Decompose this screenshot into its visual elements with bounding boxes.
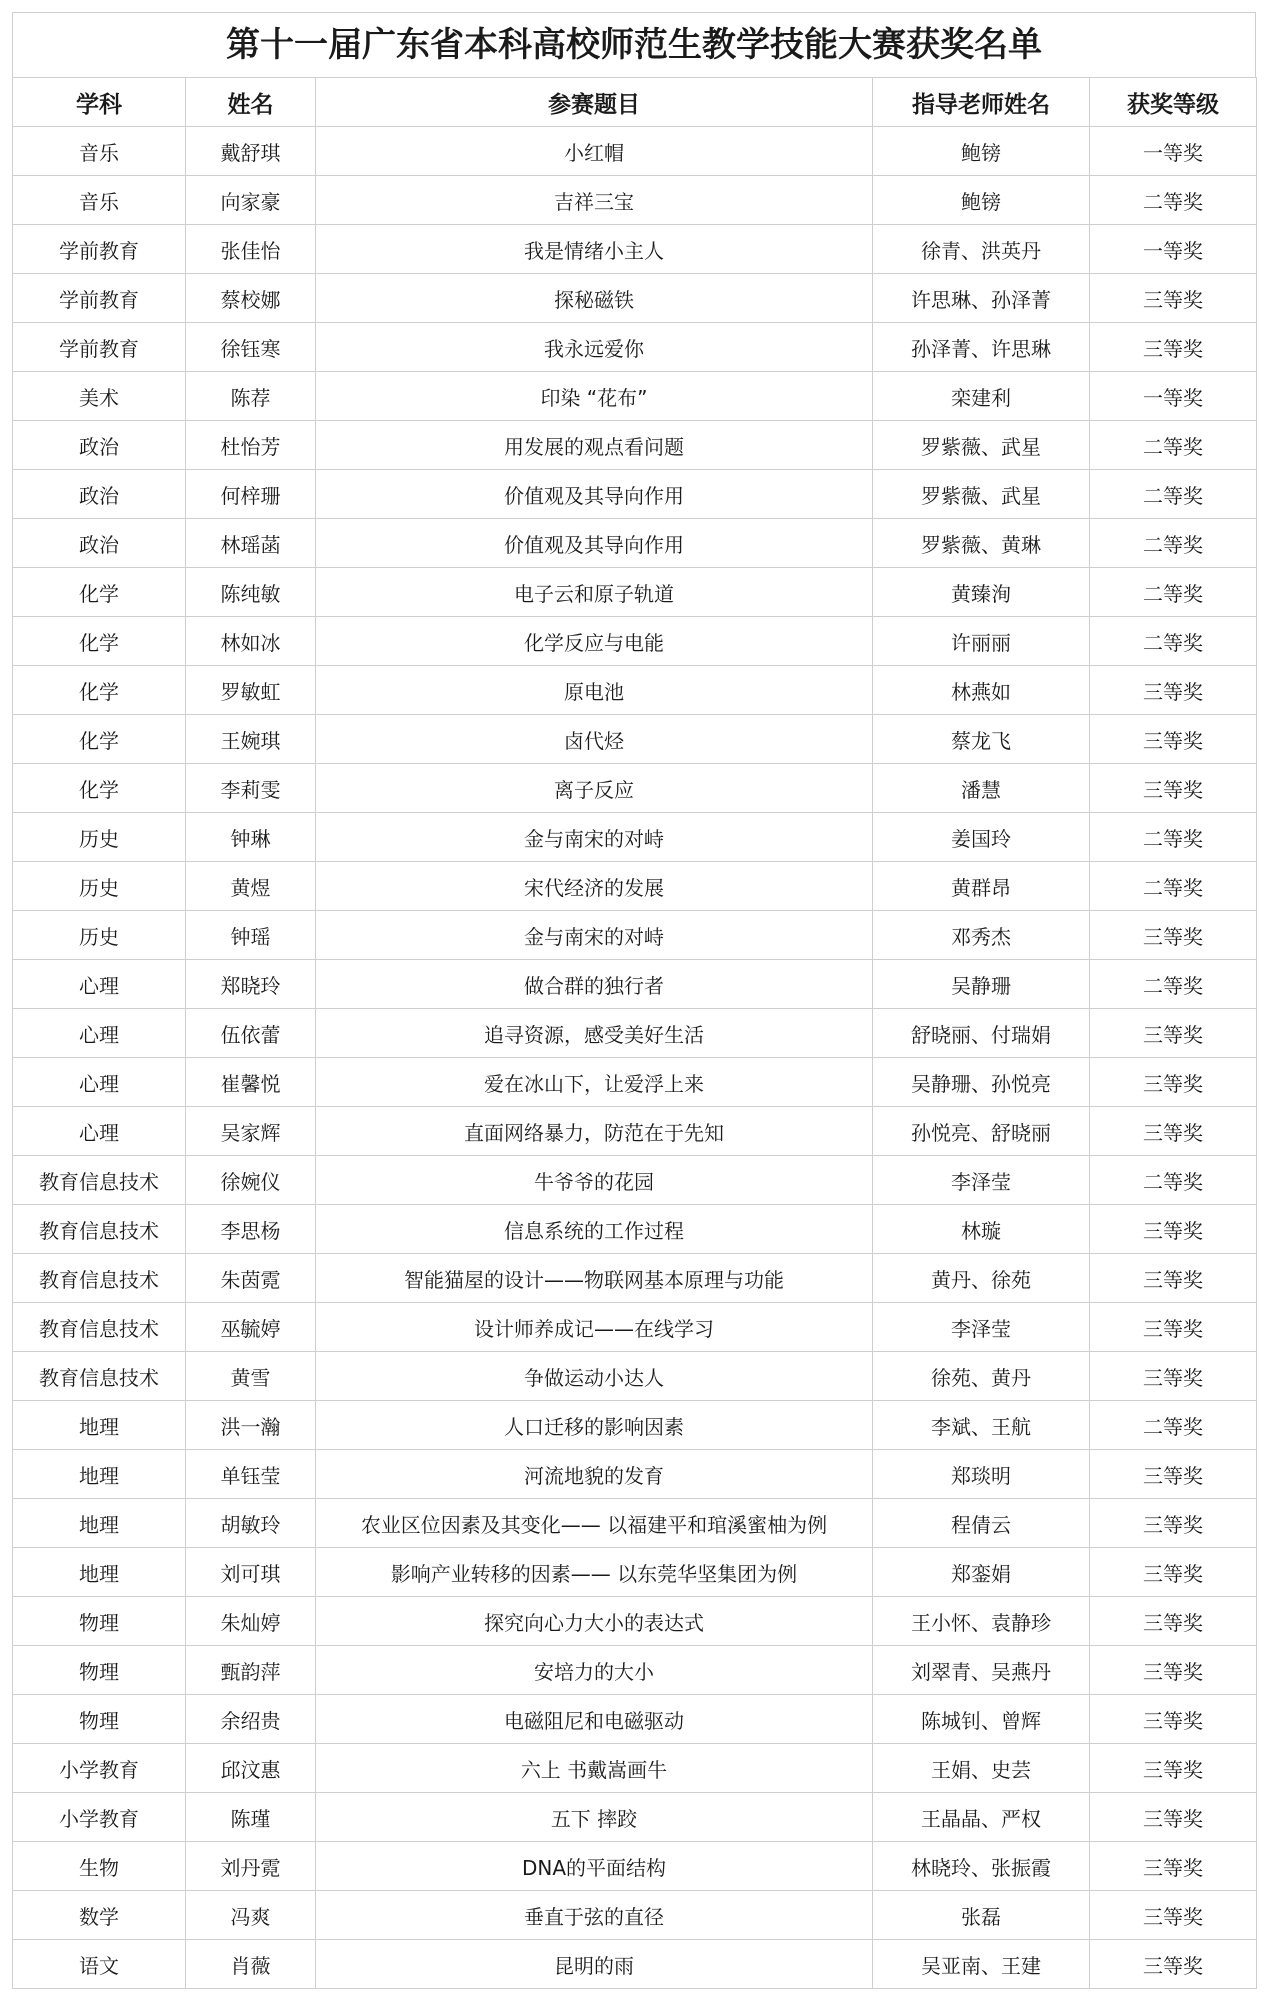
cell-name: 余绍贵 bbox=[186, 1695, 316, 1744]
cell-topic: 五下 摔跤 bbox=[316, 1793, 873, 1842]
cell-award: 三等奖 bbox=[1090, 1009, 1257, 1058]
cell-subject: 政治 bbox=[13, 421, 186, 470]
cell-topic: 原电池 bbox=[316, 666, 873, 715]
cell-award: 二等奖 bbox=[1090, 862, 1257, 911]
award-list-sheet bbox=[12, 12, 1256, 1989]
table-row bbox=[13, 813, 1257, 862]
cell-topic: 设计师养成记——在线学习 bbox=[316, 1303, 873, 1352]
cell-subject: 音乐 bbox=[13, 176, 186, 225]
table-row bbox=[13, 274, 1257, 323]
cell-topic: 追寻资源，感受美好生活 bbox=[316, 1009, 873, 1058]
cell-topic: 用发展的观点看问题 bbox=[316, 421, 873, 470]
cell-topic: 影响产业转移的因素—— 以东莞华坚集团为例 bbox=[316, 1548, 873, 1597]
cell-subject: 化学 bbox=[13, 568, 186, 617]
cell-award: 二等奖 bbox=[1090, 960, 1257, 1009]
cell-topic: 宋代经济的发展 bbox=[316, 862, 873, 911]
table-row bbox=[13, 1401, 1257, 1450]
table-row bbox=[13, 666, 1257, 715]
cell-advisor: 罗紫薇、武星 bbox=[873, 470, 1090, 519]
cell-advisor: 邓秀杰 bbox=[873, 911, 1090, 960]
cell-topic: 离子反应 bbox=[316, 764, 873, 813]
cell-topic: 电子云和原子轨道 bbox=[316, 568, 873, 617]
table-row bbox=[13, 715, 1257, 764]
cell-advisor: 吴静珊、孙悦亮 bbox=[873, 1058, 1090, 1107]
cell-subject: 化学 bbox=[13, 764, 186, 813]
cell-name: 徐婉仪 bbox=[186, 1156, 316, 1205]
table-row bbox=[13, 1891, 1257, 1940]
cell-subject: 政治 bbox=[13, 519, 186, 568]
cell-subject: 心理 bbox=[13, 960, 186, 1009]
table-row bbox=[13, 1793, 1257, 1842]
cell-topic: 直面网络暴力，防范在于先知 bbox=[316, 1107, 873, 1156]
cell-award: 三等奖 bbox=[1090, 715, 1257, 764]
table-row bbox=[13, 176, 1257, 225]
cell-name: 李思杨 bbox=[186, 1205, 316, 1254]
cell-name: 胡敏玲 bbox=[186, 1499, 316, 1548]
cell-award: 二等奖 bbox=[1090, 568, 1257, 617]
cell-subject: 心理 bbox=[13, 1107, 186, 1156]
cell-name: 洪一瀚 bbox=[186, 1401, 316, 1450]
cell-name: 何梓珊 bbox=[186, 470, 316, 519]
award-table bbox=[12, 77, 1257, 1989]
cell-name: 吴家辉 bbox=[186, 1107, 316, 1156]
header-topic: 参赛题目 bbox=[316, 78, 873, 127]
cell-subject: 学前教育 bbox=[13, 323, 186, 372]
cell-name: 黄煜 bbox=[186, 862, 316, 911]
cell-name: 冯爽 bbox=[186, 1891, 316, 1940]
cell-subject: 地理 bbox=[13, 1499, 186, 1548]
cell-advisor: 黄臻洵 bbox=[873, 568, 1090, 617]
table-row bbox=[13, 519, 1257, 568]
cell-award: 三等奖 bbox=[1090, 274, 1257, 323]
cell-advisor: 鲍镑 bbox=[873, 127, 1090, 176]
cell-subject: 历史 bbox=[13, 813, 186, 862]
cell-award: 三等奖 bbox=[1090, 1842, 1257, 1891]
cell-topic: 印染 “花布” bbox=[316, 372, 873, 421]
cell-advisor: 罗紫薇、武星 bbox=[873, 421, 1090, 470]
table-row bbox=[13, 1352, 1257, 1401]
cell-subject: 物理 bbox=[13, 1597, 186, 1646]
table-row bbox=[13, 1107, 1257, 1156]
table-row bbox=[13, 225, 1257, 274]
cell-advisor: 李斌、王航 bbox=[873, 1401, 1090, 1450]
cell-topic: 探秘磁铁 bbox=[316, 274, 873, 323]
table-row bbox=[13, 1744, 1257, 1793]
cell-advisor: 舒晓丽、付瑞娟 bbox=[873, 1009, 1090, 1058]
cell-topic: 金与南宋的对峙 bbox=[316, 813, 873, 862]
cell-subject: 化学 bbox=[13, 666, 186, 715]
table-row bbox=[13, 617, 1257, 666]
cell-advisor: 王晶晶、严权 bbox=[873, 1793, 1090, 1842]
cell-subject: 小学教育 bbox=[13, 1744, 186, 1793]
cell-name: 甄韵萍 bbox=[186, 1646, 316, 1695]
table-row bbox=[13, 1940, 1257, 1989]
cell-topic: 我是情绪小主人 bbox=[316, 225, 873, 274]
cell-advisor: 王娟、史芸 bbox=[873, 1744, 1090, 1793]
cell-award: 三等奖 bbox=[1090, 764, 1257, 813]
cell-name: 朱茵霓 bbox=[186, 1254, 316, 1303]
table-row bbox=[13, 911, 1257, 960]
cell-subject: 语文 bbox=[13, 1940, 186, 1989]
cell-advisor: 孙泽菁、许思琳 bbox=[873, 323, 1090, 372]
cell-topic: 价值观及其导向作用 bbox=[316, 470, 873, 519]
cell-award: 三等奖 bbox=[1090, 1450, 1257, 1499]
cell-subject: 生物 bbox=[13, 1842, 186, 1891]
cell-subject: 物理 bbox=[13, 1646, 186, 1695]
cell-advisor: 林晓玲、张振霞 bbox=[873, 1842, 1090, 1891]
cell-advisor: 张磊 bbox=[873, 1891, 1090, 1940]
cell-subject: 化学 bbox=[13, 617, 186, 666]
cell-award: 三等奖 bbox=[1090, 1352, 1257, 1401]
cell-advisor: 罗紫薇、黄琳 bbox=[873, 519, 1090, 568]
cell-advisor: 许思琳、孙泽菁 bbox=[873, 274, 1090, 323]
cell-topic: 争做运动小达人 bbox=[316, 1352, 873, 1401]
cell-subject: 学前教育 bbox=[13, 225, 186, 274]
cell-subject: 学前教育 bbox=[13, 274, 186, 323]
cell-subject: 历史 bbox=[13, 862, 186, 911]
cell-name: 戴舒琪 bbox=[186, 127, 316, 176]
table-row bbox=[13, 1009, 1257, 1058]
cell-award: 三等奖 bbox=[1090, 1254, 1257, 1303]
cell-subject: 教育信息技术 bbox=[13, 1352, 186, 1401]
cell-name: 黄雪 bbox=[186, 1352, 316, 1401]
cell-advisor: 郑銮娟 bbox=[873, 1548, 1090, 1597]
cell-topic: 爱在冰山下，让爱浮上来 bbox=[316, 1058, 873, 1107]
header-advisor: 指导老师姓名 bbox=[873, 78, 1090, 127]
cell-award: 三等奖 bbox=[1090, 1499, 1257, 1548]
cell-subject: 数学 bbox=[13, 1891, 186, 1940]
cell-award: 二等奖 bbox=[1090, 1401, 1257, 1450]
cell-topic: DNA的平面结构 bbox=[316, 1842, 873, 1891]
cell-award: 三等奖 bbox=[1090, 323, 1257, 372]
cell-topic: 金与南宋的对峙 bbox=[316, 911, 873, 960]
cell-name: 崔馨悦 bbox=[186, 1058, 316, 1107]
cell-award: 三等奖 bbox=[1090, 911, 1257, 960]
table-row bbox=[13, 1205, 1257, 1254]
cell-subject: 音乐 bbox=[13, 127, 186, 176]
cell-name: 张佳怡 bbox=[186, 225, 316, 274]
cell-award: 一等奖 bbox=[1090, 225, 1257, 274]
cell-name: 王婉琪 bbox=[186, 715, 316, 764]
cell-award: 三等奖 bbox=[1090, 1646, 1257, 1695]
header-subject: 学科 bbox=[13, 78, 186, 127]
table-row bbox=[13, 1303, 1257, 1352]
cell-topic: 昆明的雨 bbox=[316, 1940, 873, 1989]
cell-topic: 化学反应与电能 bbox=[316, 617, 873, 666]
cell-name: 巫毓婷 bbox=[186, 1303, 316, 1352]
cell-subject: 教育信息技术 bbox=[13, 1303, 186, 1352]
cell-subject: 美术 bbox=[13, 372, 186, 421]
table-row bbox=[13, 1156, 1257, 1205]
cell-advisor: 陈城钊、曾辉 bbox=[873, 1695, 1090, 1744]
cell-name: 蔡校娜 bbox=[186, 274, 316, 323]
table-row bbox=[13, 862, 1257, 911]
cell-name: 邱汶惠 bbox=[186, 1744, 316, 1793]
cell-advisor: 许丽丽 bbox=[873, 617, 1090, 666]
cell-topic: 做合群的独行者 bbox=[316, 960, 873, 1009]
cell-advisor: 孙悦亮、舒晓丽 bbox=[873, 1107, 1090, 1156]
cell-subject: 教育信息技术 bbox=[13, 1205, 186, 1254]
table-row bbox=[13, 1499, 1257, 1548]
cell-subject: 地理 bbox=[13, 1450, 186, 1499]
cell-topic: 电磁阻尼和电磁驱动 bbox=[316, 1695, 873, 1744]
table-row bbox=[13, 1254, 1257, 1303]
cell-award: 三等奖 bbox=[1090, 1548, 1257, 1597]
cell-name: 陈纯敏 bbox=[186, 568, 316, 617]
cell-advisor: 潘慧 bbox=[873, 764, 1090, 813]
cell-award: 三等奖 bbox=[1090, 1107, 1257, 1156]
table-row bbox=[13, 1058, 1257, 1107]
cell-advisor: 王小怀、袁静珍 bbox=[873, 1597, 1090, 1646]
cell-topic: 农业区位因素及其变化—— 以福建平和琯溪蜜柚为例 bbox=[316, 1499, 873, 1548]
table-row bbox=[13, 568, 1257, 617]
cell-advisor: 林璇 bbox=[873, 1205, 1090, 1254]
cell-topic: 河流地貌的发育 bbox=[316, 1450, 873, 1499]
cell-award: 二等奖 bbox=[1090, 519, 1257, 568]
cell-award: 三等奖 bbox=[1090, 1744, 1257, 1793]
cell-subject: 教育信息技术 bbox=[13, 1156, 186, 1205]
cell-subject: 历史 bbox=[13, 911, 186, 960]
cell-award: 一等奖 bbox=[1090, 127, 1257, 176]
cell-award: 一等奖 bbox=[1090, 372, 1257, 421]
table-row bbox=[13, 1597, 1257, 1646]
table-row bbox=[13, 372, 1257, 421]
cell-subject: 教育信息技术 bbox=[13, 1254, 186, 1303]
table-header-row bbox=[13, 78, 1257, 127]
cell-topic: 信息系统的工作过程 bbox=[316, 1205, 873, 1254]
table-row bbox=[13, 421, 1257, 470]
cell-award: 三等奖 bbox=[1090, 1205, 1257, 1254]
cell-award: 二等奖 bbox=[1090, 813, 1257, 862]
cell-subject: 小学教育 bbox=[13, 1793, 186, 1842]
cell-award: 三等奖 bbox=[1090, 1058, 1257, 1107]
cell-topic: 探究向心力大小的表达式 bbox=[316, 1597, 873, 1646]
cell-advisor: 黄群昂 bbox=[873, 862, 1090, 911]
cell-subject: 物理 bbox=[13, 1695, 186, 1744]
cell-topic: 牛爷爷的花园 bbox=[316, 1156, 873, 1205]
cell-name: 林瑶菡 bbox=[186, 519, 316, 568]
cell-name: 陈荐 bbox=[186, 372, 316, 421]
cell-award: 三等奖 bbox=[1090, 1940, 1257, 1989]
cell-award: 二等奖 bbox=[1090, 1156, 1257, 1205]
cell-advisor: 郑琰明 bbox=[873, 1450, 1090, 1499]
cell-name: 钟瑶 bbox=[186, 911, 316, 960]
cell-topic: 安培力的大小 bbox=[316, 1646, 873, 1695]
cell-name: 刘丹霓 bbox=[186, 1842, 316, 1891]
table-row bbox=[13, 1842, 1257, 1891]
cell-topic: 智能猫屋的设计——物联网基本原理与功能 bbox=[316, 1254, 873, 1303]
table-body bbox=[13, 127, 1257, 1989]
cell-topic: 小红帽 bbox=[316, 127, 873, 176]
cell-name: 罗敏虹 bbox=[186, 666, 316, 715]
cell-advisor: 刘翠青、吴燕丹 bbox=[873, 1646, 1090, 1695]
header-award: 获奖等级 bbox=[1090, 78, 1257, 127]
cell-subject: 心理 bbox=[13, 1009, 186, 1058]
cell-advisor: 徐苑、黄丹 bbox=[873, 1352, 1090, 1401]
cell-award: 二等奖 bbox=[1090, 470, 1257, 519]
cell-name: 郑晓玲 bbox=[186, 960, 316, 1009]
table-row bbox=[13, 127, 1257, 176]
table-row bbox=[13, 1450, 1257, 1499]
cell-award: 三等奖 bbox=[1090, 1597, 1257, 1646]
cell-award: 二等奖 bbox=[1090, 617, 1257, 666]
cell-award: 三等奖 bbox=[1090, 1891, 1257, 1940]
cell-advisor: 林燕如 bbox=[873, 666, 1090, 715]
cell-advisor: 姜国玲 bbox=[873, 813, 1090, 862]
cell-subject: 化学 bbox=[13, 715, 186, 764]
cell-advisor: 吴静珊 bbox=[873, 960, 1090, 1009]
cell-advisor: 徐青、洪英丹 bbox=[873, 225, 1090, 274]
table-row bbox=[13, 764, 1257, 813]
cell-name: 刘可琪 bbox=[186, 1548, 316, 1597]
cell-topic: 垂直于弦的直径 bbox=[316, 1891, 873, 1940]
cell-name: 伍依蕾 bbox=[186, 1009, 316, 1058]
cell-subject: 心理 bbox=[13, 1058, 186, 1107]
cell-name: 林如冰 bbox=[186, 617, 316, 666]
page-title: 第十一届广东省本科高校师范生教学技能大赛获奖名单 bbox=[12, 12, 1256, 77]
cell-name: 朱灿婷 bbox=[186, 1597, 316, 1646]
table-row bbox=[13, 1548, 1257, 1597]
cell-name: 徐钰寒 bbox=[186, 323, 316, 372]
cell-name: 肖薇 bbox=[186, 1940, 316, 1989]
cell-award: 三等奖 bbox=[1090, 666, 1257, 715]
header-name: 姓名 bbox=[186, 78, 316, 127]
cell-subject: 政治 bbox=[13, 470, 186, 519]
cell-topic: 我永远爱你 bbox=[316, 323, 873, 372]
cell-topic: 六上 书戴嵩画牛 bbox=[316, 1744, 873, 1793]
cell-award: 二等奖 bbox=[1090, 421, 1257, 470]
cell-advisor: 蔡龙飞 bbox=[873, 715, 1090, 764]
table-row bbox=[13, 323, 1257, 372]
cell-topic: 人口迁移的影响因素 bbox=[316, 1401, 873, 1450]
cell-topic: 卤代烃 bbox=[316, 715, 873, 764]
cell-name: 向家豪 bbox=[186, 176, 316, 225]
cell-subject: 地理 bbox=[13, 1401, 186, 1450]
cell-award: 三等奖 bbox=[1090, 1303, 1257, 1352]
cell-advisor: 李泽莹 bbox=[873, 1303, 1090, 1352]
cell-subject: 地理 bbox=[13, 1548, 186, 1597]
cell-topic: 吉祥三宝 bbox=[316, 176, 873, 225]
cell-advisor: 李泽莹 bbox=[873, 1156, 1090, 1205]
cell-name: 李莉雯 bbox=[186, 764, 316, 813]
cell-award: 三等奖 bbox=[1090, 1695, 1257, 1744]
cell-advisor: 栾建利 bbox=[873, 372, 1090, 421]
cell-advisor: 程倩云 bbox=[873, 1499, 1090, 1548]
cell-name: 单钰莹 bbox=[186, 1450, 316, 1499]
cell-advisor: 黄丹、徐苑 bbox=[873, 1254, 1090, 1303]
table-row bbox=[13, 1695, 1257, 1744]
table-row bbox=[13, 470, 1257, 519]
cell-topic: 价值观及其导向作用 bbox=[316, 519, 873, 568]
cell-name: 钟琳 bbox=[186, 813, 316, 862]
cell-name: 杜怡芳 bbox=[186, 421, 316, 470]
table-row bbox=[13, 1646, 1257, 1695]
cell-award: 二等奖 bbox=[1090, 176, 1257, 225]
cell-advisor: 吴亚南、王建 bbox=[873, 1940, 1090, 1989]
cell-advisor: 鲍镑 bbox=[873, 176, 1090, 225]
table-row bbox=[13, 960, 1257, 1009]
cell-award: 三等奖 bbox=[1090, 1793, 1257, 1842]
cell-name: 陈瑾 bbox=[186, 1793, 316, 1842]
